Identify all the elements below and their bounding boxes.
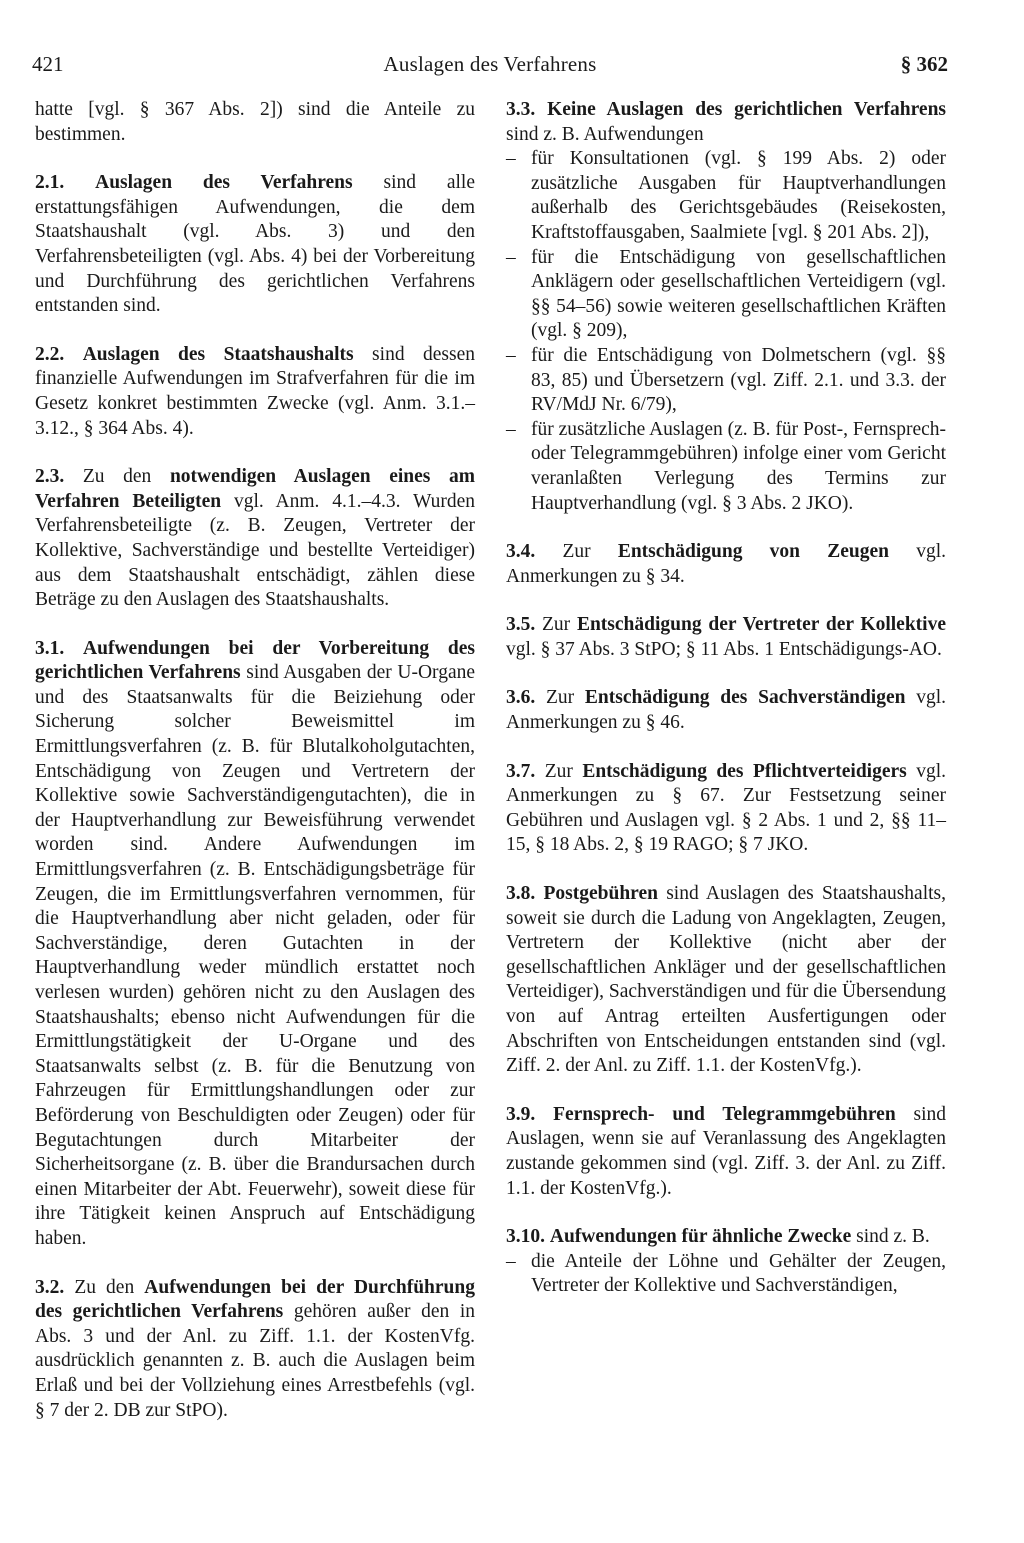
- list-item: – für Konsultationen (vgl. § 199 Abs. 2) oder zusätzliche Ausgaben für Hauptverhandlungen außerhalb des Gerichtsgebäudes (Reisekosten, Kraftstoffausgaben, Saalmiete [vgl. § 201 Abs. 2]),: [506, 147, 946, 245]
- running-title: Auslagen des Verfahrens: [383, 52, 597, 76]
- paragraph-3-6: 3.6. Zur Entschädigung des Sachverständigen vgl. Anmerkungen zu § 46.: [506, 687, 947, 734]
- paragraph-3-4: 3.4. Zur Entschädigung von Zeugen vgl. Anmerkungen zu § 34.: [506, 541, 947, 587]
- paragraph-3-3: 3.3. Keine Auslagen des gerichtlichen Verfahrens sind z. B. Aufwendungen: [506, 99, 946, 145]
- list-item: – die Anteile der Löhne und Gehälter der Zeugen, Vertreter der Kollektive und Sachverständigen,: [506, 1250, 946, 1299]
- paragraph-3-1: 3.1. Aufwendungen bei der Vorbereitung des gerichtlichen Verfahrens sind Ausgaben der U-Organe und des Staatsanwalts für die Beiziehung oder Sicherung solcher Beweismittel im Ermittlungsverfahren (z. B. für Blutalkoholgutachten, Entschädigung von Zeugen und Vertretern der Kollektive sowie Sachverständigengutachten), die in der Hauptverhandlung zur Beweisführung verwendet worden sind. Andere Aufwendungen im Ermittlungsverfahren (z. B. Entschädigungsbeträge für Zeugen, die im Ermittlungsverfahren vernommen, für die Hauptverhandlung aber nicht geladen, oder für Sachverständige, deren Gutachten in der Hauptverhandlung weder mündlich erstattet noch verlesen wurden) gehören nicht zu den Auslagen des Staatshaushalts; ebenso nicht Aufwendungen für die Ermittlungstätigkeit der U-Organe und des Staatsanwalts selbst (z. B. für die Benutzung von Fahrzeugen für Ermittlungshandlungen oder zur Beförderung von Beschuldigten oder Zeugen) oder für Begutachtungen durch Mitarbeiter der Sicherheitsorgane (z. B. über die Brandursachen durch einen Mitarbeiter der Abt. Feuerwehr), soweit diese für ihre Tätigkeit keinen Anspruch auf Entschädigung haben.: [35, 637, 476, 1249]
- list-item: – für zusätzliche Auslagen (z. B. für Post-, Fernsprech- oder Telegrammgebühren) infolge einer vom Gericht veranlaßten Verlegung des Termins zur Hauptverhandlung (vgl. § 3 Abs. 2 JKO).: [506, 418, 946, 516]
- section-mark: § 362: [900, 52, 948, 76]
- page-number: 421: [32, 52, 64, 76]
- paragraph-3-8: 3.8. Postgebühren sind Auslagen des Staatshaushalts, soweit sie durch die Ladung von Angeklagten, Zeugen, Vertretern der Kollektive (nicht aber der gesellschaftlichen Ankläger und der gesellschaftlichen Verteidiger), Sachverständigen und für die Übersendung von auf Antrag erteilten Ausfertigungen oder Abschriften von Entscheidungen entstanden sind (vgl. Ziff. 2. der Anl. zu Ziff. 1.1. der KostenVfg.).: [506, 883, 946, 1077]
- left-column: [35, 98, 475, 1447]
- paragraph-3-7: 3.7. Zur Entschädigung des Pflichtverteidigers vgl. Anmerkungen zu § 67. Zur Festsetzung seiner Gebühren und Auslagen vgl. § 2 Abs. 1 und 2, §§ 11–15, § 18 Abs. 2, § 19 RAGO; § 7 JKO.: [506, 760, 947, 856]
- list-item: – für die Entschädigung von gesellschaftlichen Anklägern oder gesellschaftlichen Verteidigern (vgl. §§ 54–56) sowie weiteren gesellschaftlichen Kräften (vgl. § 209),: [506, 246, 946, 344]
- paragraph-3-9: 3.9. Fernsprech- und Telegrammgebühren sind Auslagen, wenn sie auf Veranlassung des Angeklagten zustande gekommen sind (vgl. Ziff. 3. der Anl. zu Ziff. 1.1. der KostenVfg.).: [506, 1103, 947, 1199]
- list-3-3: [506, 147, 946, 516]
- paragraph-2-2: 2.2. Auslagen des Staatshaushalts sind dessen finanzielle Aufwendungen im Strafverfahren für die im Gesetz konkret bestimmten Zwecke (vgl. Anm. 3.1.–3.12., § 364 Abs. 4).: [35, 343, 475, 439]
- right-column: [506, 98, 946, 1323]
- paragraph-2-1: 2.1. Auslagen des Verfahrens sind alle erstattungsfähigen Aufwendungen, die dem Staatshaushalt (vgl. Abs. 3) und den Verfahrensbeteiligten (vgl. Abs. 4) bei der Vorbereitung und Durchführung des gerichtlichen Verfahrens entstanden sind.: [35, 172, 475, 317]
- paragraph-3-2: 3.2. Zu den Aufwendungen bei der Durchführung des gerichtlichen Verfahrens gehören außer den in Abs. 3 und der Anl. zu Ziff. 1.1. der KostenVfg. ausdrücklich genannten z. B. auch die Auslagen beim Erlaß und bei der Vollziehung eines Arrestbefehls (vgl. § 7 der 2. DB zur StPO).: [35, 1276, 475, 1421]
- paragraph-3-5: 3.5. Zur Entschädigung der Vertreter der Kollektive vgl. § 37 Abs. 3 StPO; § 11 Abs. 1 Entschädigungs-AO.: [506, 614, 947, 660]
- running-header: [32, 48, 948, 82]
- list-item: – für die Entschädigung von Dolmetschern (vgl. §§ 83, 85) und Übersetzern (vgl. Ziff. 2.1. und 3.3. der RV/MdJ Nr. 6/79),: [506, 344, 946, 418]
- list-3-10: [506, 1250, 946, 1299]
- paragraph-continuation: hatte [vgl. § 367 Abs. 2]) sind die Anteile zu bestimmen.: [35, 99, 475, 145]
- paragraph-2-3: 2.3. Zu den notwendigen Auslagen eines am Verfahren Beteiligten vgl. Anm. 4.1.–4.3. Wurden Verfahrensbeteiligte (z. B. Zeugen, Vertreter der Kollektive, Sachverständige und bestellte Verteidiger) aus dem Staatshaushalt entschädigt, zählen diese Beträge zu den Auslagen des Staatshaushalts.: [35, 466, 475, 611]
- paragraph-3-10: 3.10. Aufwendungen für ähnliche Zwecke sind z. B.: [506, 1226, 930, 1248]
